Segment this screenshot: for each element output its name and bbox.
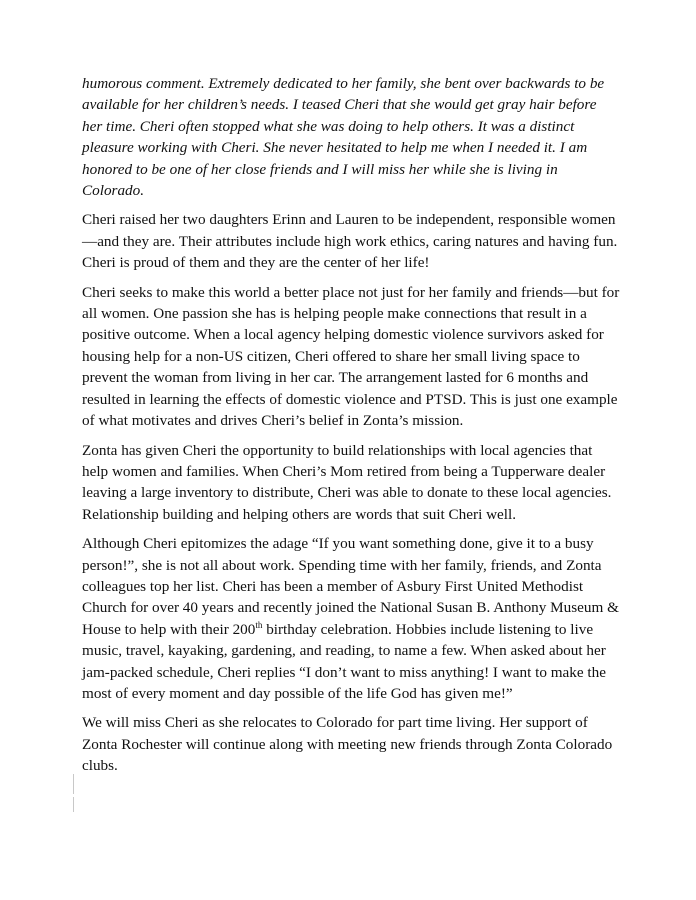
hobbies-text-part-2: birthday celebration. Hobbies include listening to live music, travel, kayaking, gardening, and reading, to name a few. When asked about her jam-packed schedule, Cheri replies “I don’t want to miss anything! I want to make the most of every moment and day possible of the life God has given me!” [82, 620, 606, 702]
text-cursor-mark [73, 774, 74, 794]
hobbies-text-part-1: Although Cheri epitomizes the adage “If you want something done, give it to a busy person!”, she is not all about work. Spending time with her family, friends, and Zonta colleagues top her list. Cheri has been a member of Asbury First United Methodist Church for over 40 years and recently joined the National Susan B. Anthony Museum & House to help with their 200 [82, 535, 619, 638]
hobbies-paragraph [82, 533, 620, 704]
ordinal-superscript: th [255, 619, 263, 630]
quote-continuation-paragraph: humorous comment. Extremely dedicated to her family, she bent over backwards to be available for her children’s needs. I teased Cheri that she would get gray hair before her time. Cheri often stopped what she was doing to help others. It was a distinct pleasure working with Cheri. She never hesitated to help me when I needed it. I am honored to be one of her close friends and I will miss her while she is living in Colorado. [82, 75, 605, 200]
relocation-paragraph: We will miss Cheri as she relocates to Colorado for part time living. Her support of Zonta Rochester will continue along with meeting new friends through Zonta Colorado clubs. [82, 714, 613, 775]
daughters-paragraph: Cheri raised her two daughters Erinn and Lauren to be independent, responsible women—and they are. Their attributes include high work ethics, caring natures and having fun. Cheri is proud of them and they are the center of her life! [82, 211, 618, 272]
document-page [82, 73, 620, 785]
mission-paragraph: Cheri seeks to make this world a better place not just for her family and friends—but for all women. One passion she has is helping people make connections that result in a positive outcome. When a local agency helping domestic violence survivors asked for housing help for a non-US citizen, Cheri offered to share her small living space to prevent the woman from living in her car. The arrangement lasted for 6 months and resulted in learning the effects of domestic violence and PTSD. This is just one example of what motivates and drives Cheri’s belief in Zonta’s mission. [82, 283, 620, 430]
relationships-paragraph: Zonta has given Cheri the opportunity to build relationships with local agencies that help women and families. When Cheri’s Mom retired from being a Tupperware dealer leaving a large inventory to distribute, Cheri was able to donate to these local agencies. Relationship building and helping others are words that suit Cheri well. [82, 441, 612, 523]
text-cursor-mark [73, 797, 74, 812]
